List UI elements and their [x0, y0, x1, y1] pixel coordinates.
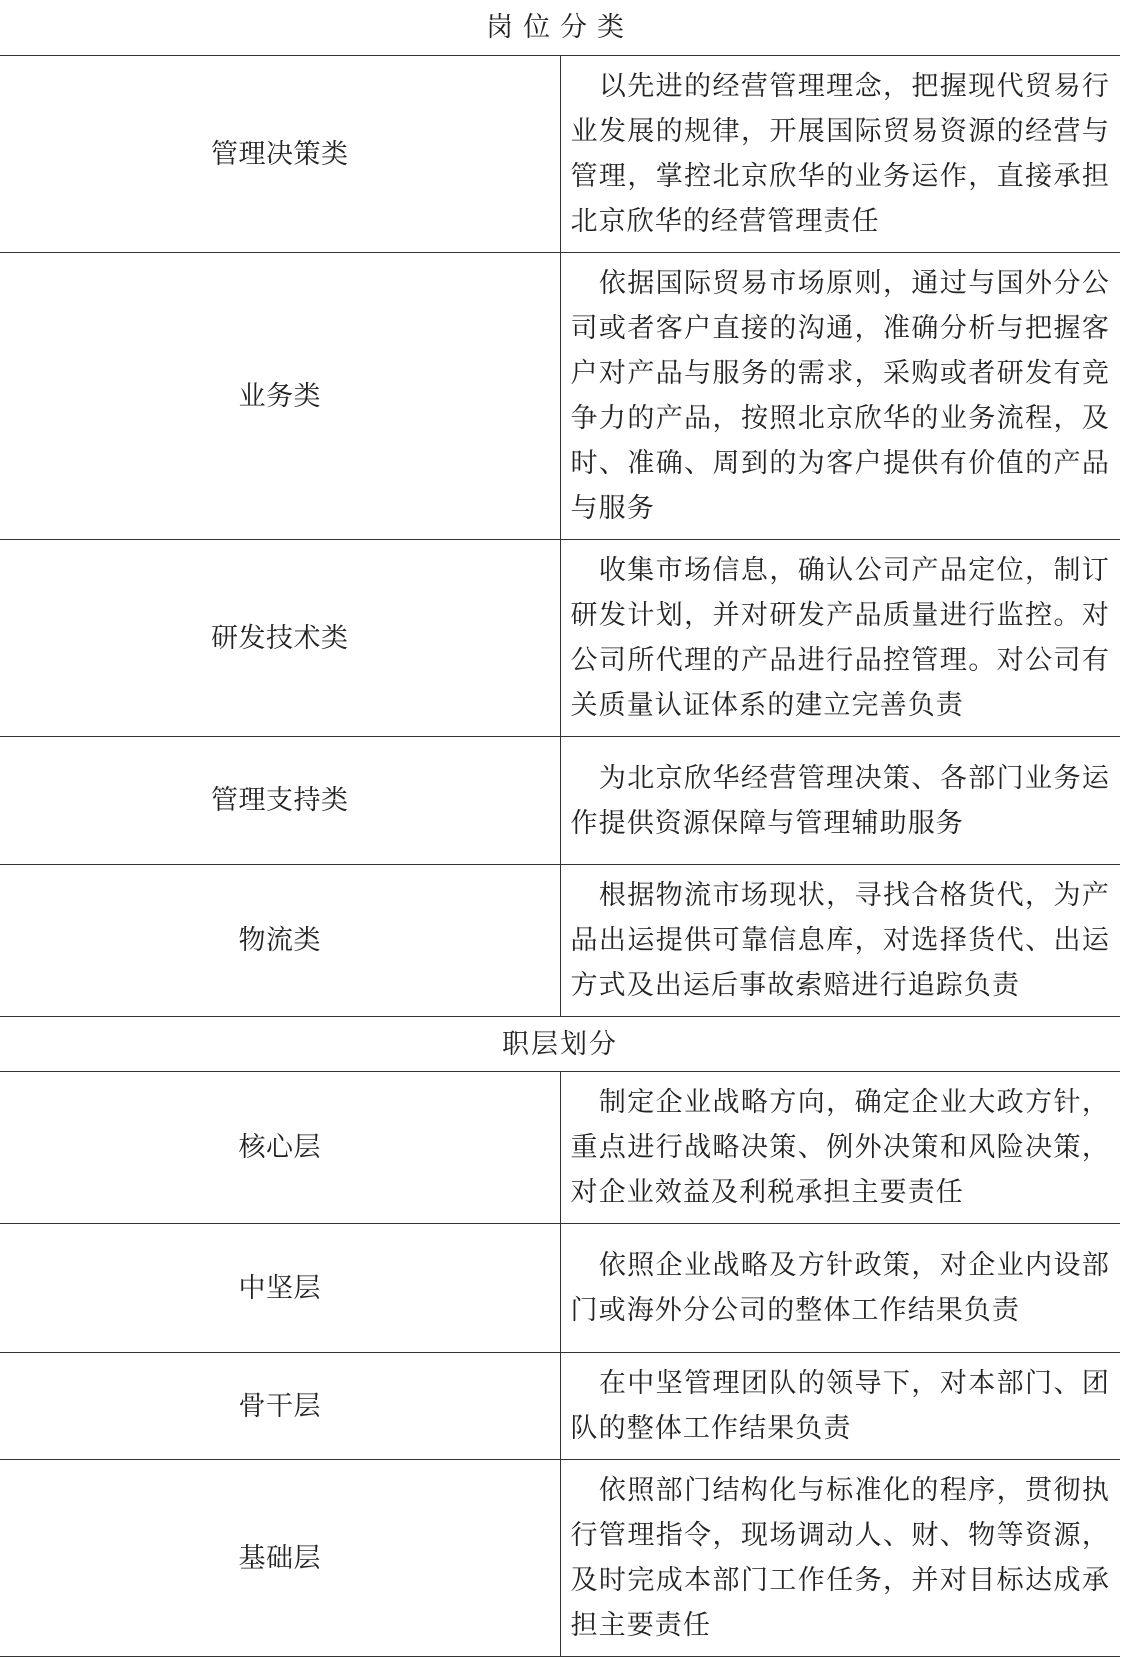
description-cell: 收集市场信息，确认公司产品定位，制订研发计划，并对研发产品质量进行监控。对公司所代理的产品进行品控管理。对公司有关质量认证体系的建立完善负责 [560, 540, 1120, 737]
table-row [0, 1353, 1120, 1460]
description-cell: 根据物流市场现状，寻找合格货代，为产品出运提供可靠信息库，对选择货代、出运方式及出运后事故索赔进行追踪负责 [560, 865, 1120, 1017]
category-cell: 研发技术类 [0, 540, 560, 737]
description-cell: 依照企业战略及方针政策，对企业内设部门或海外分公司的整体工作结果负责 [560, 1224, 1120, 1353]
table-row [0, 253, 1120, 540]
description-cell: 为北京欣华经营管理决策、各部门业务运作提供资源保障与管理辅助服务 [560, 737, 1120, 865]
table-row [0, 1460, 1120, 1657]
category-cell: 管理决策类 [0, 56, 560, 253]
description-cell: 在中坚管理团队的领导下，对本部门、团队的整体工作结果负责 [560, 1353, 1120, 1460]
description-cell: 以先进的经营管理理念，把握现代贸易行业发展的规律，开展国际贸易资源的经营与管理，掌控北京欣华的业务运作，直接承担北京欣华的经营管理责任 [560, 56, 1120, 253]
table-row [0, 865, 1120, 1017]
category-cell: 物流类 [0, 865, 560, 1017]
category-cell: 中坚层 [0, 1224, 560, 1353]
category-cell: 核心层 [0, 1072, 560, 1224]
table-row [0, 56, 1120, 253]
section-header-row [0, 1017, 1120, 1072]
category-cell: 基础层 [0, 1460, 560, 1657]
section-title-position-category: 岗位分类 [0, 0, 1120, 56]
category-cell: 业务类 [0, 253, 560, 540]
description-cell: 依照部门结构化与标准化的程序，贯彻执行管理指令，现场调动人、财、物等资源，及时完成本部门工作任务，并对目标达成承担主要责任 [560, 1460, 1120, 1657]
category-cell: 管理支持类 [0, 737, 560, 865]
table-row [0, 737, 1120, 865]
table-row [0, 540, 1120, 737]
section-header-row [0, 0, 1120, 56]
section-title-level-division: 职层划分 [0, 1017, 1120, 1072]
table-row [0, 1224, 1120, 1353]
category-cell: 骨干层 [0, 1353, 560, 1460]
description-cell: 制定企业战略方向，确定企业大政方针，重点进行战略决策、例外决策和风险决策，对企业效益及利税承担主要责任 [560, 1072, 1120, 1224]
table-row [0, 1072, 1120, 1224]
description-cell: 依据国际贸易市场原则，通过与国外分公司或者客户直接的沟通，准确分析与把握客户对产品与服务的需求，采购或者研发有竞争力的产品，按照北京欣华的业务流程，及时、准确、周到的为客户提供有价值的产品与服务 [560, 253, 1120, 540]
